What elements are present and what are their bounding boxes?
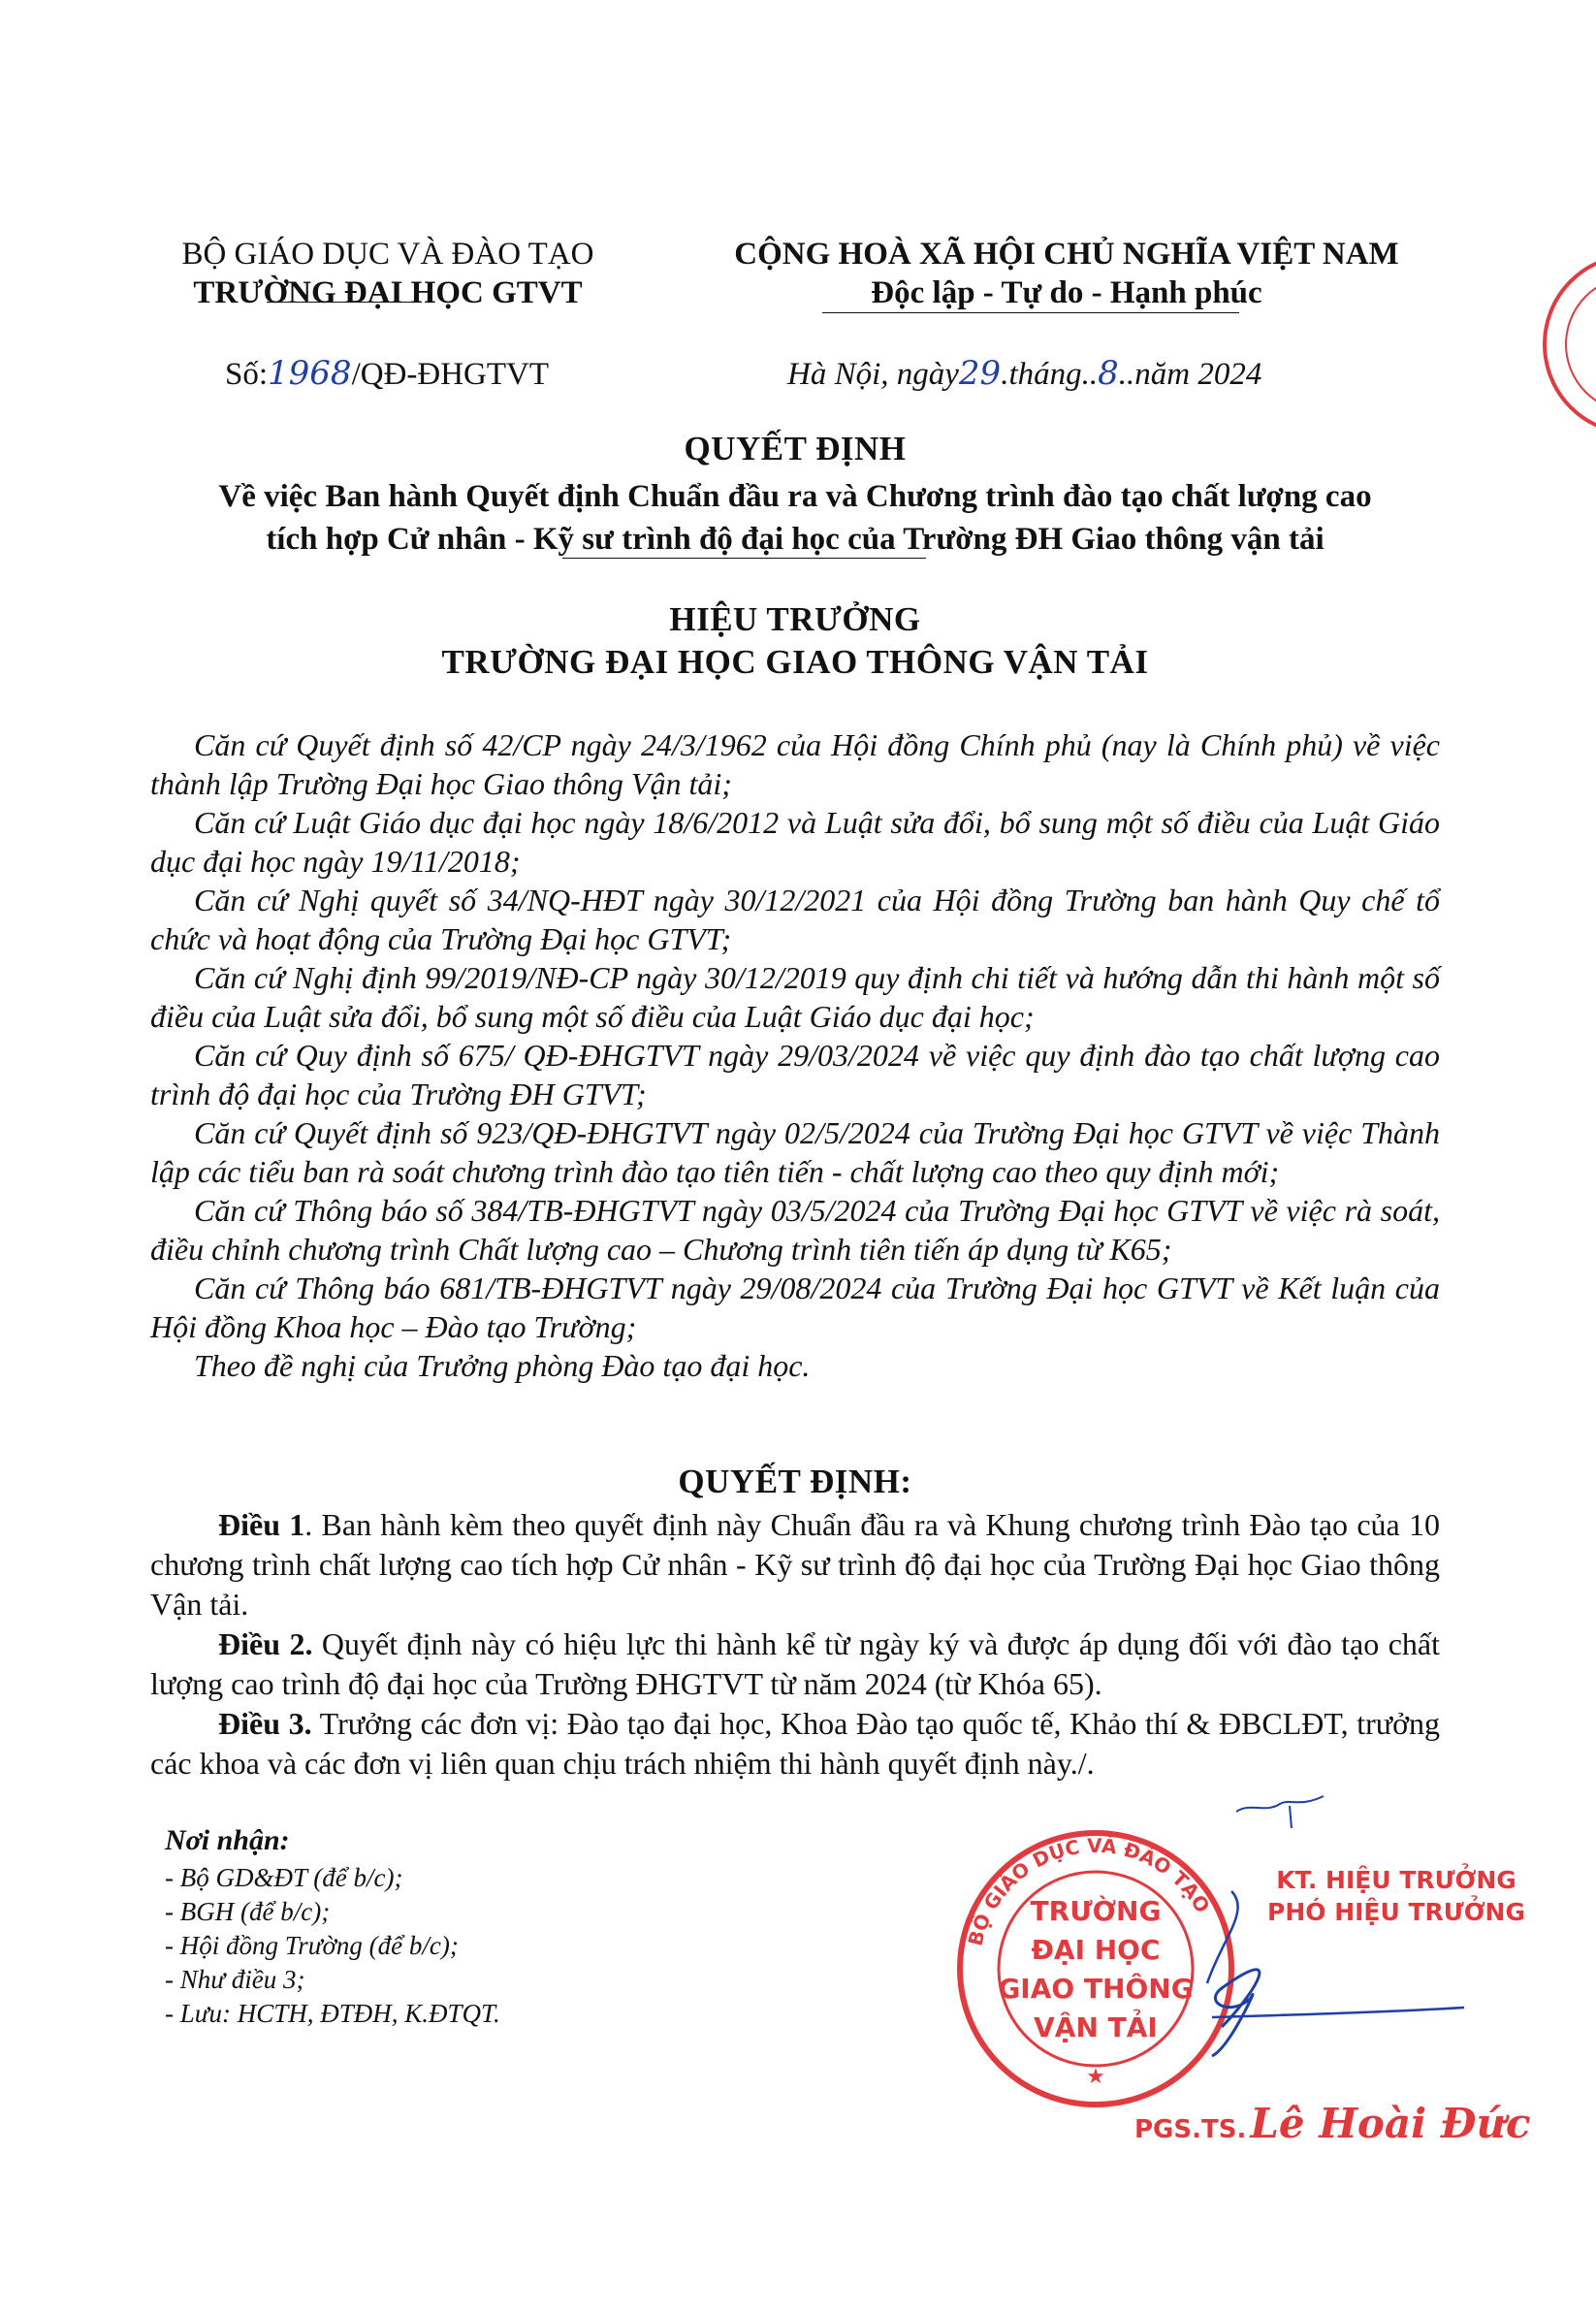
basis-item: Căn cứ Nghị quyết số 34/NQ-HĐT ngày 30/12/2021 của Hội đồng Trường ban hành Quy chế tổ chức và hoạt động của Trường Đại học GTVT; bbox=[150, 883, 1440, 956]
authority-school: TRƯỜNG ĐẠI HỌC GIAO THÔNG VẬN TẢI bbox=[441, 643, 1149, 681]
header-left-rule bbox=[267, 302, 422, 303]
header-right-rule bbox=[822, 312, 1239, 313]
motto: Độc lập - Tự do - Hạnh phúc bbox=[871, 275, 1262, 310]
number-suffix: /QĐ-ĐHGTVT bbox=[351, 357, 550, 392]
stamp-line-3: GIAO THÔNG bbox=[998, 1973, 1194, 2005]
article-text: Trưởng các đơn vị: Đào tạo đại học, Khoa Đào tạo quốc tế, Khảo thí & ĐBCLĐT, trưởng các khoa và các đơn vị liên quan chịu trách nhiệm thi hành quyết định này./. bbox=[150, 1706, 1441, 1781]
recipients-list bbox=[165, 1861, 500, 2031]
basis-item: Căn cứ Quyết định số 923/QĐ-ĐHGTVT ngày 02/5/2024 của Trường Đại học GTVT về việc Thành lập các tiểu ban rà soát chương trình đào tạo tiên tiến - chất lượng cao theo quy định mới; bbox=[150, 1115, 1440, 1189]
signer bbox=[1134, 2100, 1531, 2147]
decides-title: QUYẾT ĐỊNH: bbox=[678, 1463, 912, 1500]
stamp-line-4: VẬN TẢI bbox=[1034, 2011, 1158, 2043]
nation-name: CỘNG HOÀ XÃ HỘI CHỦ NGHĨA VIỆT NAM bbox=[734, 237, 1399, 272]
articles bbox=[150, 1505, 1440, 1784]
recipient-item: - Hội đồng Trường (để b/c); bbox=[165, 1929, 500, 1963]
authority bbox=[150, 598, 1440, 684]
recipient-item: - Như điều 3; bbox=[165, 1963, 500, 1997]
number-prefix: Số: bbox=[225, 357, 269, 392]
subject-line-2: tích hợp Cử nhân - Kỹ sư trình độ đại học của Trường ĐH Giao thông vận tải bbox=[266, 522, 1325, 557]
date-month-label: .tháng.. bbox=[1001, 357, 1099, 392]
role-line-2: PHÓ HIỆU TRƯỞNG bbox=[1267, 1898, 1525, 1926]
article-text: Quyết định này có hiệu lực thi hành kể từ ngày ký và được áp dụng đối với đào tạo chất lượng cao trình độ đại học của Trường ĐHGTVT từ năm 2024 (từ Khóa 65). bbox=[150, 1626, 1441, 1701]
recipient-item: - Lưu: HCTH, ĐTĐH, K.ĐTQT. bbox=[165, 1997, 500, 2031]
ministry-name: BỘ GIÁO DỤC VÀ ĐÀO TẠO bbox=[181, 237, 594, 272]
number-handwritten: 1968 bbox=[268, 354, 352, 393]
basis-item: Căn cứ Nghị định 99/2019/NĐ-CP ngày 30/12/2019 quy định chi tiết và hướng dẫn thi hành một số điều của Luật sửa đổi, bổ sung một số điều của Luật Giáo dục đại học; bbox=[150, 960, 1440, 1034]
edge-stamp-fragment bbox=[1537, 247, 1596, 441]
legal-basis bbox=[150, 725, 1440, 1385]
signer-title: PGS.TS. bbox=[1134, 2115, 1247, 2144]
recipient-item: - Bộ GD&ĐT (để b/c); bbox=[165, 1861, 500, 1895]
decision-subject bbox=[150, 475, 1440, 561]
basis-item: Căn cứ Luật Giáo dục đại học ngày 18/6/2012 và Luật sửa đổi, bổ sung một số điều của Luật Giáo dục đại học ngày 19/11/2018; bbox=[150, 805, 1440, 879]
subject-rule bbox=[562, 558, 926, 559]
role-line-1: KT. HIỆU TRƯỞNG bbox=[1276, 1866, 1516, 1894]
article-text: . Ban hành kèm theo quyết định này Chuẩn đầu ra và Khung chương trình Đào tạo của 10 chương trình chất lượng cao tích hợp Cử nhân - Kỹ sư trình độ đại học của Trường Đại học Giao thông Vận tải. bbox=[150, 1507, 1441, 1622]
recipient-item: - BGH (để b/c); bbox=[165, 1895, 500, 1929]
basis-item: Căn cứ Thông báo số 384/TB-ĐHGTVT ngày 03/5/2024 của Trường Đại học GTVT về việc rà soát, điều chỉnh chương trình Chất lượng cao – Chương trình tiên tiến áp dụng từ K65; bbox=[150, 1193, 1440, 1267]
document-number bbox=[225, 354, 549, 394]
article-label: Điều 2. bbox=[218, 1626, 313, 1661]
stamp-star-icon: ★ bbox=[1086, 2064, 1105, 2088]
authority-title: HIỆU TRƯỞNG bbox=[669, 600, 921, 638]
date-month: 8 bbox=[1098, 354, 1119, 393]
basis-item: Căn cứ Quyết định số 42/CP ngày 24/3/1962 của Hội đồng Chính phủ (nay là Chính phủ) về việc thành lập Trường Đại học Giao thông Vận tải; bbox=[150, 727, 1440, 801]
stamp-ring-text: BỘ GIÁO DỤC VÀ ĐÀO TẠO bbox=[963, 1833, 1215, 1948]
basis-item: Căn cứ Quy định số 675/ QĐ-ĐHGTVT ngày 29/03/2024 về việc quy định đào tạo chất lượng cao trình độ đại học của Trường ĐH GTVT; bbox=[150, 1038, 1440, 1111]
document-date bbox=[787, 354, 1261, 394]
signature-scribble bbox=[1115, 1881, 1484, 2075]
article-1 bbox=[150, 1505, 1440, 1624]
header-left bbox=[150, 235, 625, 312]
initials-mark bbox=[1231, 1784, 1338, 1833]
date-year: ..năm 2024 bbox=[1118, 357, 1262, 392]
signer-name: Lê Hoài Đức bbox=[1250, 2100, 1531, 2147]
recipients bbox=[165, 1823, 500, 2031]
recipients-heading: Nơi nhận: bbox=[165, 1824, 290, 1856]
article-label: Điều 1 bbox=[218, 1507, 305, 1542]
stamp-line-2: ĐẠI HỌC bbox=[1031, 1934, 1161, 1966]
article-label: Điều 3. bbox=[218, 1706, 312, 1741]
subject-line-1: Về việc Ban hành Quyết định Chuẩn đầu ra và Chương trình đào tạo chất lượng cao bbox=[218, 479, 1372, 514]
stamp-line-1: TRƯỜNG bbox=[1030, 1895, 1162, 1927]
article-3 bbox=[150, 1704, 1440, 1784]
basis-item: Theo đề nghị của Trưởng phòng Đào tạo đại học. bbox=[194, 1348, 811, 1383]
date-day: 29 bbox=[958, 354, 1002, 393]
decision-title: QUYẾT ĐỊNH bbox=[684, 430, 907, 467]
article-2 bbox=[150, 1624, 1440, 1704]
header-right bbox=[669, 235, 1464, 312]
school-name: TRƯỜNG ĐẠI HỌC GTVT bbox=[193, 275, 583, 310]
date-prefix: Hà Nội, ngày bbox=[787, 357, 959, 392]
basis-item: Căn cứ Thông báo 681/TB-ĐHGTVT ngày 29/08/2024 của Trường Đại học GTVT về Kết luận của Hội đồng Khoa học – Đào tạo Trường; bbox=[150, 1270, 1440, 1344]
